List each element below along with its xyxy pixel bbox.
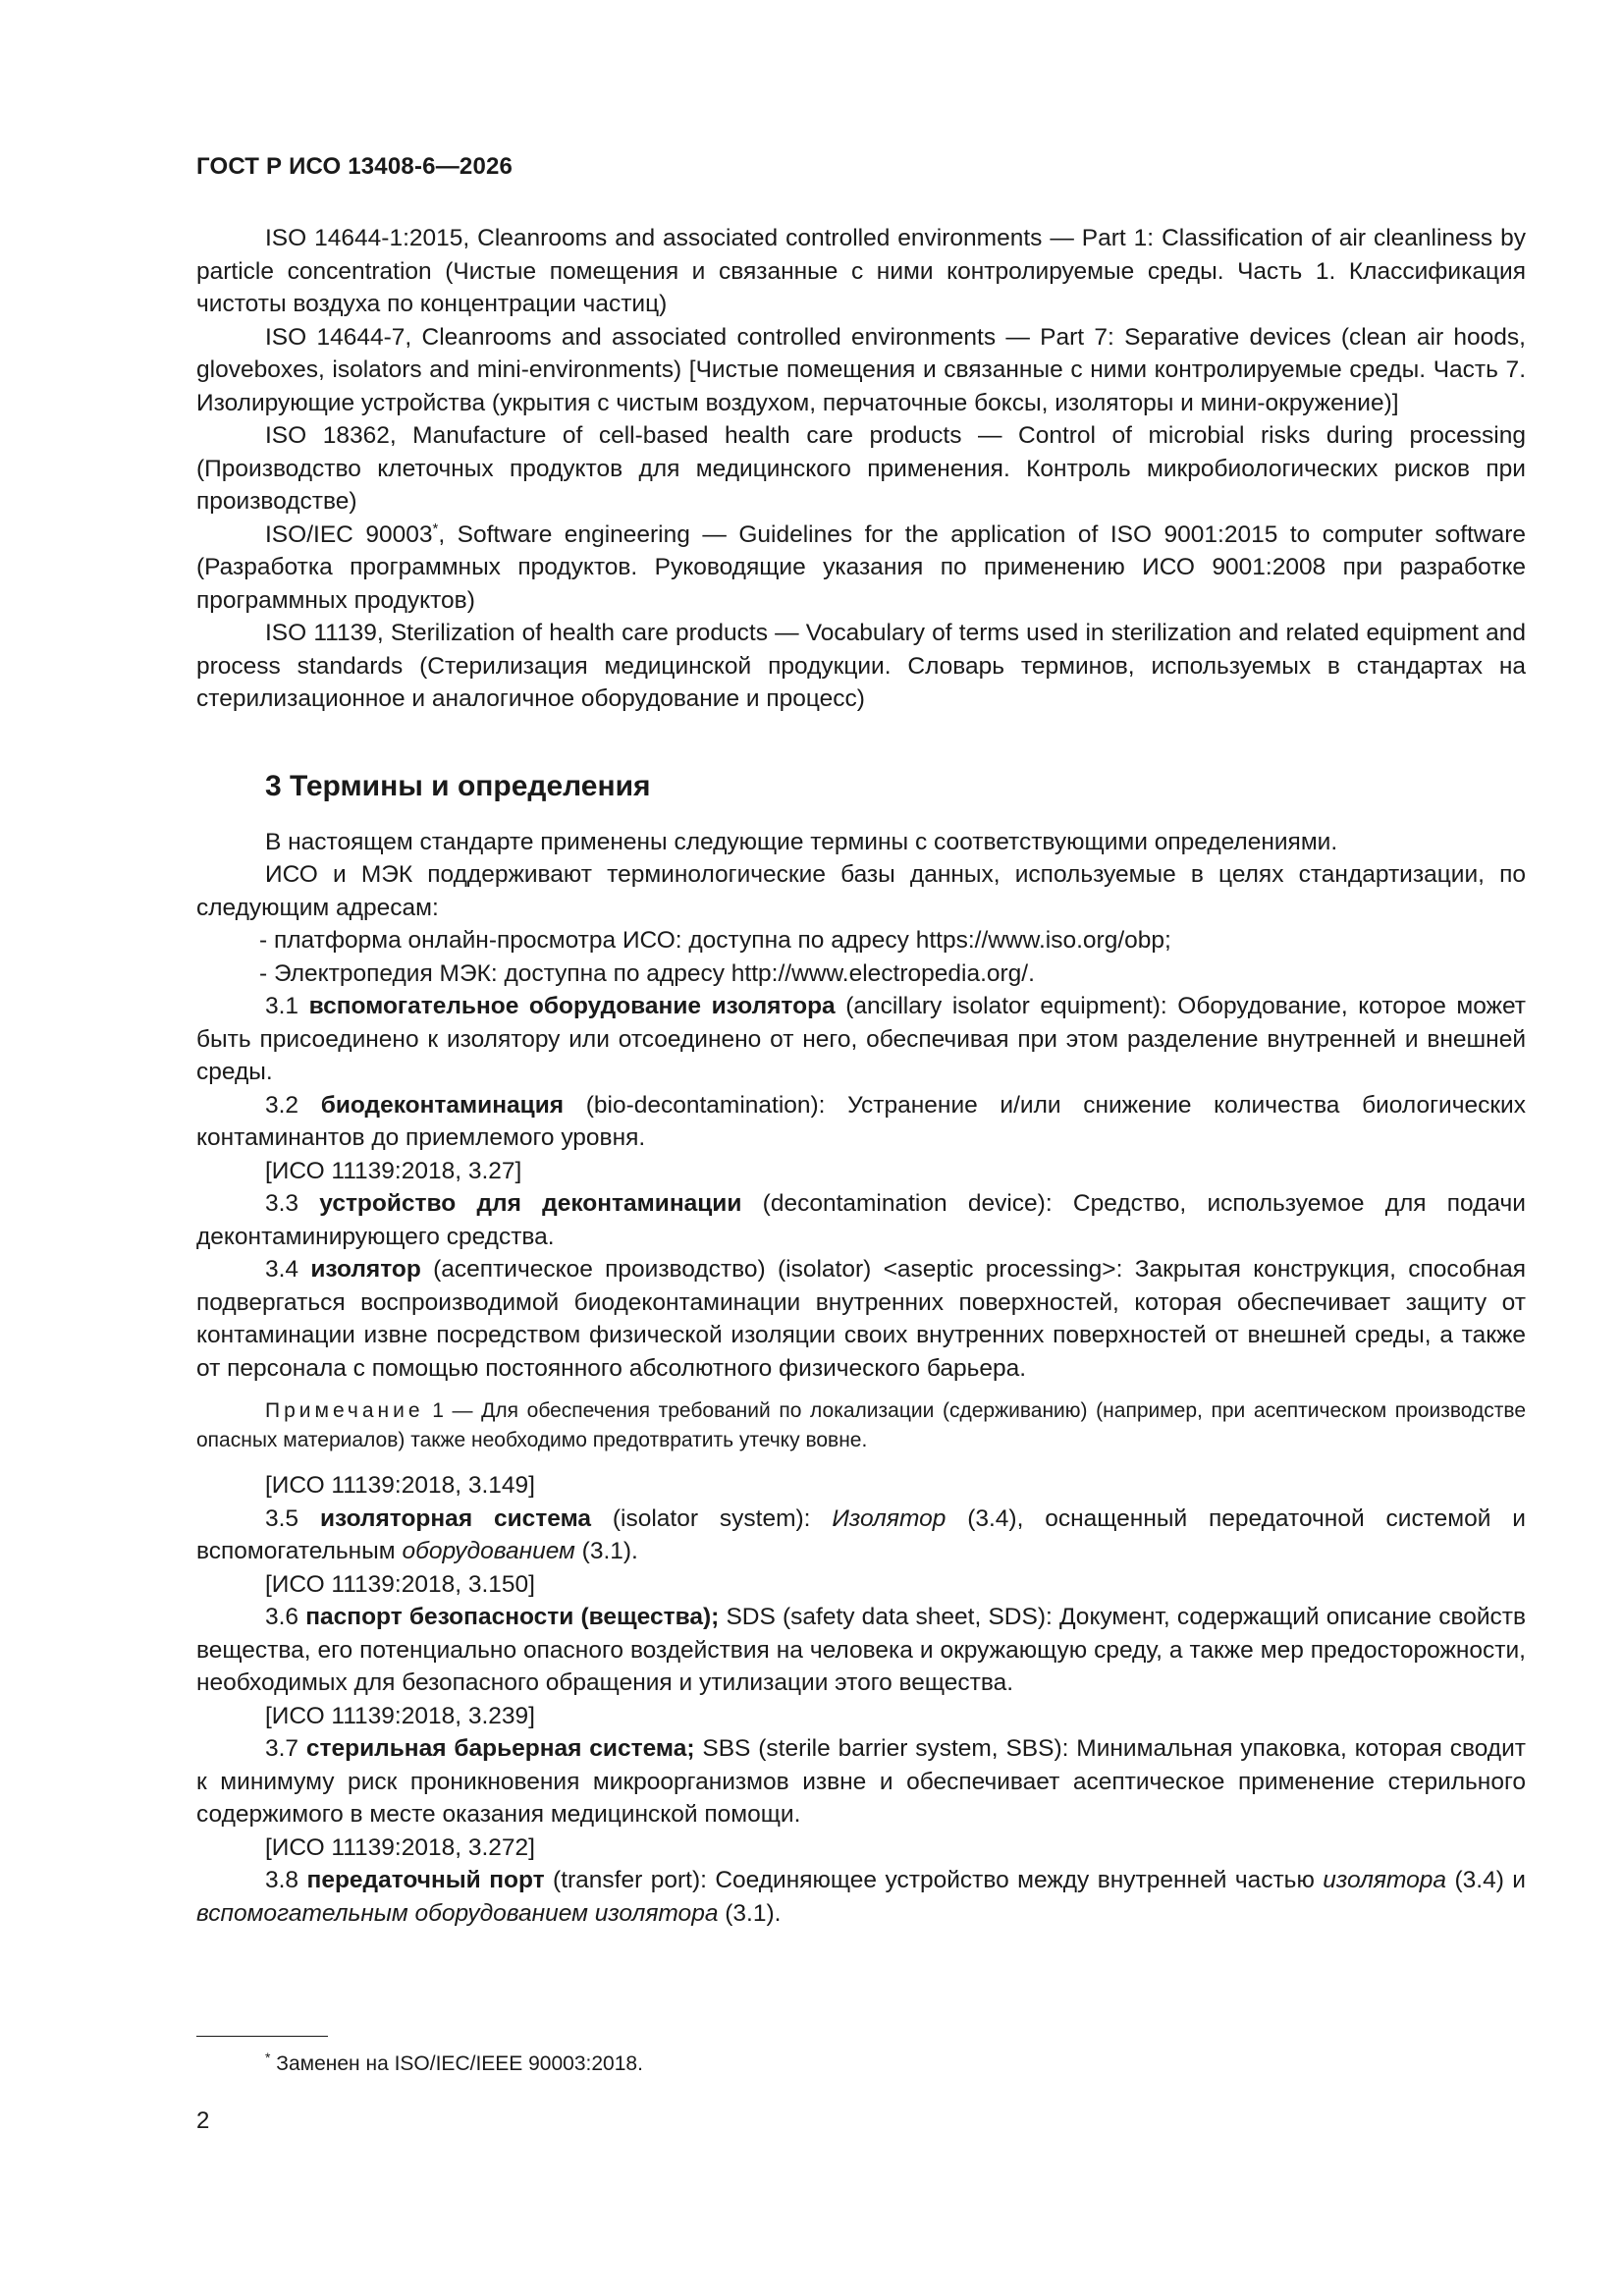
term-number: 3.2 (265, 1091, 321, 1119)
term-3-8 (196, 1864, 1526, 1930)
term-name: изолятор (310, 1256, 421, 1283)
term-name: стерильная барьерная система; (305, 1735, 695, 1762)
term-source: [ИСО 11139:2018, 3.150] (265, 1570, 535, 1598)
term-definition: (ancillary isolator equipment): Оборудование, которое может быть присоединено к изолятору или отсоединено от него, обеспечивая при этом разделение внутренней и внешней среды. (196, 993, 1526, 1085)
dash-item: - Электропедия МЭК: доступна по адресу http://www.electropedia.org/. (259, 959, 1035, 987)
term-number: 3.6 (265, 1604, 306, 1630)
term-3-2 (196, 1089, 1526, 1155)
intro-paragraph: В настоящем стандарте применены следующие термины с соответствующими определениями. (265, 828, 1338, 855)
note-text: 1 — Для обеспечения требований по локализации (сдерживанию) (например, при асептическом производстве опасных материалов) также необходимо предотвратить утечку вовне. (196, 1399, 1526, 1451)
term-number: 3.5 (265, 1504, 320, 1532)
document-body (196, 222, 1526, 1930)
dash-item: - платформа онлайн-просмотра ИСО: доступна по адресу https://www.iso.org/obp; (259, 927, 1171, 954)
term-reference: Изолятор (832, 1504, 947, 1532)
page-number: 2 (196, 2107, 210, 2134)
term-definition: (isolator system): (591, 1504, 833, 1532)
footnote-separator (196, 2036, 328, 2037)
term-definition: SDS (safety data sheet, SDS): Документ, содержащий описание свойств вещества, его потенциально опасного воздействия на человека и окружающую среду, а также мер предосторожности, необходимых для безопасного обращения и утилизации этого вещества. (196, 1604, 1526, 1696)
term-definition: (3.1). (718, 1899, 782, 1927)
term-source: [ИСО 11139:2018, 3.27] (265, 1157, 522, 1184)
note (196, 1396, 1526, 1455)
term-definition: (асептическое производство) (isolator) <aseptic processing>: Закрытая конструкция, способная подвергаться воспроизводимой биодеконтаминации внутренних поверхностей, которая обеспечивает защиту от контаминации извне посредством физической изоляции своих внутренних поверхностей от внешней среды, а также от персонала с помощью постоянного абсолютного физического барьера. (196, 1256, 1526, 1382)
term-name: биодеконтаминация (320, 1091, 565, 1119)
footnote-marker: * (432, 519, 439, 537)
footnote-marker: * (265, 2050, 271, 2065)
term-number: 3.8 (265, 1867, 307, 1893)
term-source: [ИСО 11139:2018, 3.272] (265, 1833, 535, 1861)
term-number: 3.3 (265, 1190, 320, 1217)
term-3-6 (196, 1601, 1526, 1700)
ref-text: , Software engineering — Guidelines for the application of ISO 9001:2015 to computer software (Разработка программных продуктов. Руководящие указания по применению ИСО 9001:2008 при разработке программных продуктов) (196, 520, 1526, 614)
document-header: ГОСТ Р ИСО 13408-6—2026 (196, 153, 514, 180)
term-3-3 (196, 1187, 1526, 1253)
term-name: изоляторная система (319, 1504, 592, 1532)
footnote-text: Заменен на ISO/IEC/IEEE 90003:2018. (270, 2052, 643, 2075)
term-number: 3.1 (265, 993, 309, 1019)
intro-paragraph: ИСО и МЭК поддерживают терминологические базы данных, используемые в целях стандартизации, по следующим адресам: (196, 861, 1526, 921)
term-name: устройство для деконтаминации (319, 1190, 742, 1217)
term-source: [ИСО 11139:2018, 3.239] (265, 1702, 535, 1729)
ref-iso-11139: ISO 11139, Sterilization of health care products — Vocabulary of terms used in sterilization and related equipment and process standards (Стерилизация медицинской продукции. Словарь терминов, используемых в стандартах на стерилизационное и аналогичное оборудование и процесс) (196, 620, 1526, 712)
ref-iso-iec-90003 (196, 519, 1526, 618)
term-definition: (3.1). (574, 1538, 638, 1564)
footnote (265, 2050, 643, 2078)
term-reference: изолятора (1323, 1867, 1447, 1893)
section-title: 3 Термины и определения (265, 769, 651, 802)
term-definition: (3.4) и (1446, 1867, 1526, 1893)
term-definition: (transfer port): Соединяющее устройство между внутренней частью (544, 1867, 1324, 1893)
term-reference: вспомогательным оборудованием изолятора (196, 1899, 719, 1927)
term-name: передаточный порт (306, 1867, 545, 1893)
term-3-1 (196, 990, 1526, 1089)
term-number: 3.4 (265, 1256, 311, 1283)
term-3-5 (196, 1503, 1526, 1568)
ref-iso-14644-1: ISO 14644-1:2015, Cleanrooms and associated controlled environments — Part 1: Classification of air cleanliness by particle concentration (Чистые помещения и связанные с ними контролируемые среды. Часть 1. Классификация чистоты воздуха по концентрации частиц) (196, 225, 1526, 317)
term-definition: (bio-decontamination): Устранение и/или снижение количества биологических контаминантов до приемлемого уровня. (196, 1091, 1526, 1151)
term-definition: SBS (sterile barrier system, SBS): Минимальная упаковка, которая сводит к минимуму риск проникновения микроорганизмов извне и обеспечивает асептическое применение стерильного содержимого в месте оказания медицинской помощи. (196, 1735, 1526, 1828)
note-label: Примечание (265, 1399, 424, 1422)
term-3-4 (196, 1253, 1526, 1385)
ref-code: ISO/IEC 90003 (265, 520, 433, 548)
ref-iso-14644-7: ISO 14644-7, Cleanrooms and associated controlled environments — Part 7: Separative devices (clean air hoods, gloveboxes, isolators and mini-environments) [Чистые помещения и связанные с ними контролируемые среды. Часть 7. Изолирующие устройства (укрытия с чистым воздухом, перчаточные боксы, изоляторы и мини-окружение)] (196, 323, 1526, 416)
ref-iso-18362: ISO 18362, Manufacture of cell-based health care products — Control of microbial risks during processing (Производство клеточных продуктов для медицинского применения. Контроль микробиологических рисков при производстве) (196, 422, 1526, 515)
term-source: [ИСО 11139:2018, 3.149] (265, 1472, 535, 1499)
term-reference: оборудованием (402, 1538, 575, 1564)
term-definition: (3.4), оснащенный передаточной системой и вспомогательным (196, 1504, 1526, 1564)
term-number: 3.7 (265, 1735, 306, 1762)
term-name: паспорт безопасности (вещества); (305, 1604, 720, 1630)
term-name: вспомогательное оборудование изолятора (308, 993, 836, 1019)
term-3-7 (196, 1732, 1526, 1831)
term-definition: (decontamination device): Средство, используемое для подачи деконтаминирующего средства. (196, 1190, 1526, 1250)
